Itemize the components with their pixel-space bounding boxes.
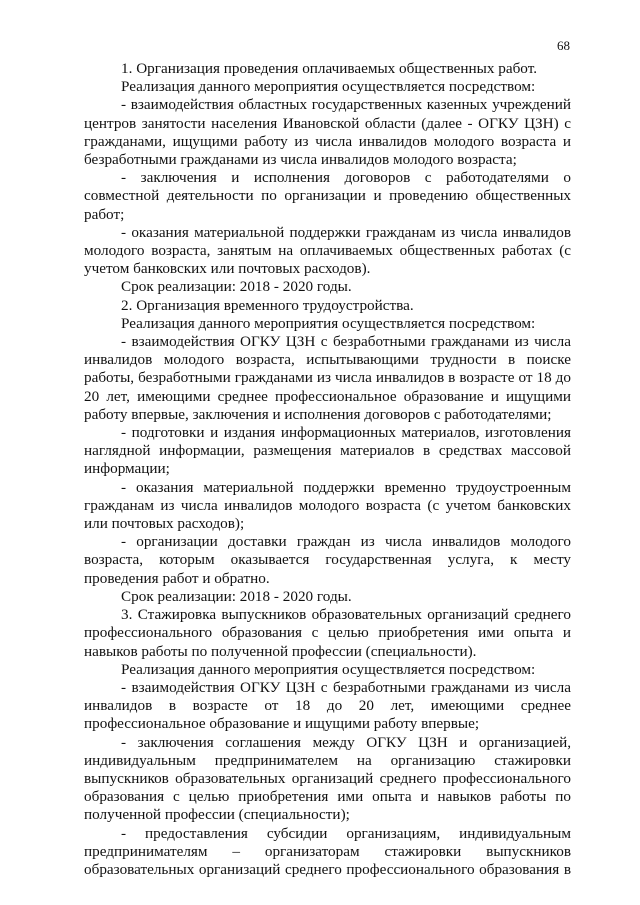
paragraph: - взаимодействия ОГКУ ЦЗН с безработными гражданами из числа инвалидов в возрасте от 18 до 20 лет, имеющими среднее профессиональное образование и ищущими работу впервые; [84, 678, 571, 733]
paragraph: - взаимодействия ОГКУ ЦЗН с безработными гражданами из числа инвалидов молодого возраста, испытывающими трудности в поиске работы, безработными гражданами из числа инвалидов в возрасте от 18 до 20 лет, имеющими среднее профессиональное образование и ищущими работу впервые, заключения и исполнения договоров с работодателями; [84, 333, 571, 423]
page-number: 68 [557, 38, 570, 53]
paragraph: - взаимодействия областных государственных казенных учреждений центров занятости населения Ивановской области (далее - ОГКУ ЦЗН) с гражданами, ищущими работу из числа инвалидов молодого возраста и безработными гражданами из числа инвалидов молодого возраста; [84, 96, 571, 169]
paragraph: - оказания материальной поддержки временно трудоустроенным гражданам из числа инвалидов молодого возраста (с учетом банковских или почтовых расходов); [84, 478, 571, 533]
paragraph: Реализация данного мероприятия осуществляется посредством: [121, 314, 536, 332]
paragraph: Срок реализации: 2018 - 2020 годы. [121, 587, 352, 605]
paragraph: - предоставления субсидии организациям, индивидуальным предпринимателям – организаторам стажировки выпускников образовательных организаций среднего профессионального образования в [84, 824, 571, 878]
paragraph: - оказания материальной поддержки гражданам из числа инвалидов молодого возраста, занятым на оплачиваемых общественных работах (с учетом банковских или почтовых расходов). [84, 223, 571, 278]
paragraph: Срок реализации: 2018 - 2020 годы. [121, 278, 352, 296]
paragraph: - подготовки и издания информационных материалов, изготовления наглядной информации, размещения материалов в средствах массовой информации; [84, 424, 571, 478]
paragraph: Реализация данного мероприятия осуществляется посредством: [121, 78, 536, 96]
paragraph: - заключения соглашения между ОГКУ ЦЗН и организацией, индивидуальным предпринимателем на организацию стажировки выпускников образовательных организаций среднего профессионального образования с целью приобретения ими опыта и навыков работы по полученной профессии (специальности); [84, 733, 571, 824]
paragraph: 2. Организация временного трудоустройства. [121, 296, 414, 314]
paragraph: - организации доставки граждан из числа инвалидов молодого возраста, которым оказывается государственная услуга, к месту проведения работ и обратно. [84, 533, 571, 587]
paragraph: 3. Стажировка выпускников образовательных организаций среднего профессионального образования с целью приобретения ими опыта и навыков работы по полученной профессии (специальности). [84, 606, 571, 660]
paragraph: - заключения и исполнения договоров с работодателями о совместной деятельности по организации и проведению общественных работ; [84, 169, 571, 223]
document-body [84, 60, 571, 879]
paragraph: Реализация данного мероприятия осуществляется посредством: [121, 660, 536, 678]
paragraph: 1. Организация проведения оплачиваемых общественных работ. [121, 60, 537, 77]
